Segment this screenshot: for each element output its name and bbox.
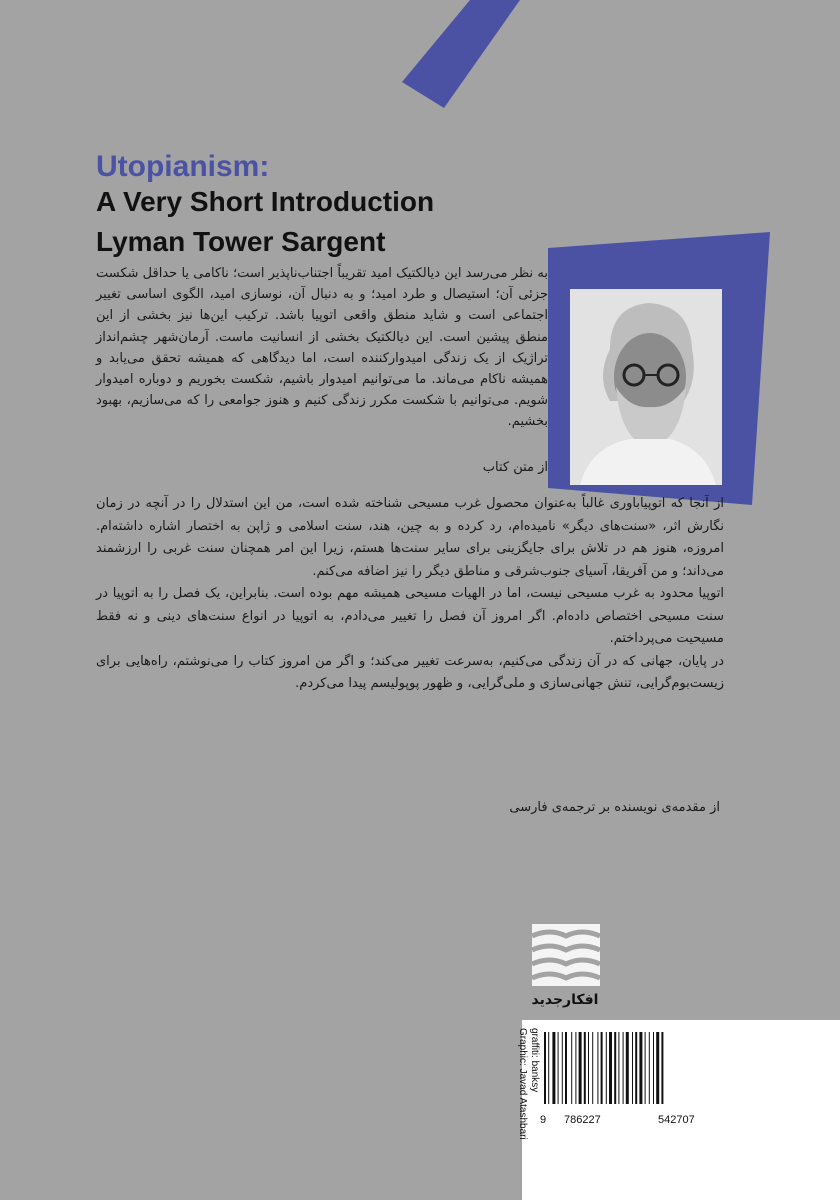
quote-source: از متن کتاب (482, 460, 548, 475)
barcode-bar (626, 1032, 629, 1104)
barcode-bar (661, 1032, 663, 1104)
barcode-bar (639, 1032, 642, 1104)
quote-text: به نظر می‌رسد این دیالکتیک امید تقریباً اجتناب‌ناپذیر است؛ ناکامی یا حداقل شکست جزئی آن؛ استیصال و طرد امید؛ و به دنبال آن، نوسازی امید، الگوی اساسی تغییر اجتماعی است و شاید منطق واقعی اتوپیا باشد. ترکیب این‌ها نیز بخشی از این منطق پیشین است. این دیالکتیک بخشی از انسانیت ماست. آرمان‌شهر چشم‌انداز تراژیک از یک زندگی امیدوارکننده است، اما دیدگاهی که همیشه تحقق می‌یابد و همیشه ناکام می‌ماند. ما می‌توانیم امیدوار باشیم، شکست بخوریم و دوباره امیدوار شویم. می‌توانیم با شکست مکرر زندگی کنیم و هنوز جوامعی را که می‌سازیم، بهبود بخشیم. (96, 266, 548, 430)
barcode-bar (552, 1032, 555, 1104)
barcode-bar (649, 1032, 650, 1104)
barcode-bar (579, 1032, 582, 1104)
barcode-bar (548, 1032, 549, 1104)
barcode-bar (606, 1032, 607, 1104)
publisher-name: افکارجدید (531, 992, 599, 1008)
barcode-bar (623, 1032, 624, 1104)
book-title: Utopianism: (96, 150, 270, 183)
barcode-bar (565, 1032, 567, 1104)
open-book-logo-icon (528, 918, 604, 998)
barcode-bar (656, 1032, 659, 1104)
barcode-bar (635, 1032, 637, 1104)
barcode-digit-left: 9 (540, 1114, 547, 1126)
quote-paragraph (96, 263, 548, 433)
barcode-bar (588, 1032, 589, 1104)
barcode-bar (544, 1032, 546, 1104)
barcode-bar (592, 1032, 593, 1104)
barcode-bar (632, 1032, 633, 1104)
book-subtitle: A Very Short Introduction (96, 186, 435, 217)
barcode-bar (575, 1032, 576, 1104)
barcode-bar (571, 1032, 572, 1104)
barcode-group-1: 786227 (564, 1114, 601, 1126)
title-block (96, 150, 434, 262)
barcode-bar (558, 1032, 559, 1104)
barcode-bar (653, 1032, 654, 1104)
graphic-credit: Graphic: Javad Atashbari (517, 1028, 528, 1140)
barcode-group-2: 542707 (658, 1114, 695, 1126)
barcode (542, 1032, 742, 1104)
author-photo (570, 289, 722, 485)
author-name: Lyman Tower Sargent (96, 226, 386, 257)
barcode-bar (609, 1032, 612, 1104)
top-stripe-shape (402, 0, 520, 108)
barcode-bar (601, 1032, 603, 1104)
barcode-bar (645, 1032, 646, 1104)
barcode-bar (562, 1032, 563, 1104)
credits (502, 1028, 546, 1140)
intro-paragraph-1: از آنجا که اتوپیاباوری غالباً به‌عنوان محصول غرب مسیحی شناخته شده است، من این استدلال را در آنچه در زمان نگارش اثر، «سنت‌های دیگر» نامیده‌ام، رد کرده و به چین، هند، سنت اسلامی و ژاپن به اختصار اشاره داشته‌ام. امروزه، هنوز هم در تلاش برای جایگزینی برای سایر سنت‌ها هستم، زیرا این امر همچنان سنت غربی را ارزشمند می‌داند؛ و من آفریقا، آسیای جنوب‌شرقی و مناطق دیگر را نیز اضافه می‌کنم. (96, 496, 724, 579)
intro-source: از مقدمه‌ی نویسنده بر ترجمه‌ی فارسی (509, 800, 720, 815)
barcode-bar (584, 1032, 586, 1104)
intro-paragraph-3: در پایان، جهانی که در آن زندگی می‌کنیم، به‌سرعت تغییر می‌کند؛ و اگر من امروز کتاب را می‌نوشتم، راه‌هایی برای زیست‌بوم‌گرایی، تنش جهانی‌سازی و ملی‌گرایی، و ظهور پوپولیسم پیدا می‌کردم. (96, 653, 724, 691)
barcode-bar (614, 1032, 616, 1104)
barcode-bar (597, 1032, 598, 1104)
graffiti-credit: graffiti: banksy (529, 1028, 540, 1093)
barcode-bar (618, 1032, 619, 1104)
intro-paragraph-2: اتوپیا محدود به غرب مسیحی نیست، اما در الهیات مسیحی همیشه مهم بوده است. بنابراین، یک فصل را به اتوپیا در سنت مسیحی اختصاص داده‌ام. اگر امروز آن فصل را تغییر می‌دادم، به اتوپیا در انواع سنت‌های دینی و نه فقط مسیحیت می‌پرداختم. (96, 586, 724, 646)
intro-excerpt (96, 493, 724, 696)
